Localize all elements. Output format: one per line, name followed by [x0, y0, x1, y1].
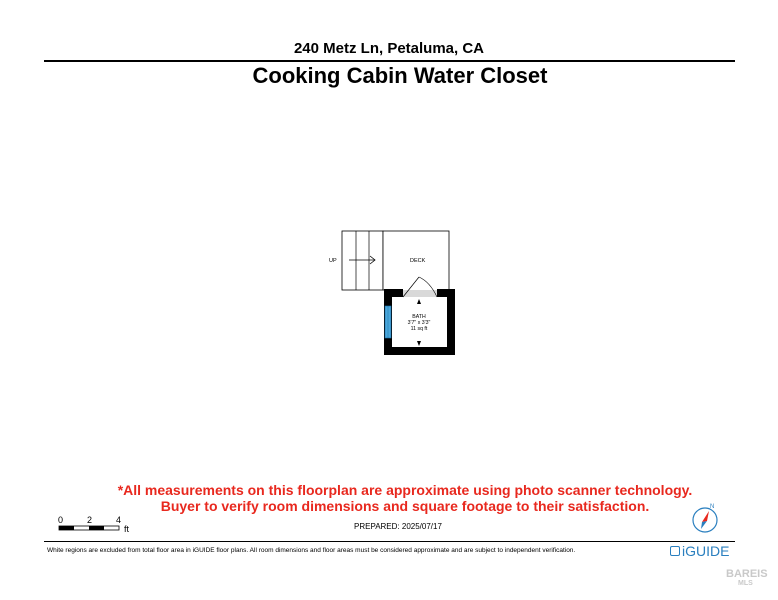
iguide-brand-name: iGUIDE — [682, 543, 730, 559]
room-name: BATH — [412, 314, 426, 320]
room-dimensions: 3'7" x 3'3" — [407, 320, 431, 326]
footer-divider — [44, 541, 735, 542]
scale-unit: ft — [124, 524, 130, 534]
compass-north-label: N — [710, 504, 715, 510]
north-arrow-icon — [690, 500, 722, 536]
room-area: 11 sq ft — [410, 326, 428, 332]
mls-watermark — [726, 570, 768, 588]
iguide-logo-icon — [670, 546, 680, 556]
property-address: 240 Metz Ln, Petaluma, CA — [293, 40, 485, 57]
scale-bar — [58, 525, 122, 533]
scale-tick-2: 2 — [87, 515, 93, 525]
disclaimer-line-1: *All measurements on this floorplan are approximate using photo scanner technology. — [117, 482, 693, 498]
scale-tick-4: 4 — [116, 515, 122, 525]
disclaimer-line-2: Buyer to verify room dimensions and square footage to their satisfaction. — [160, 498, 650, 514]
prepared-date: PREPARED: 2025/07/17 — [354, 522, 442, 531]
stairs — [329, 231, 383, 290]
watermark-line-1: BAREIS — [726, 568, 768, 580]
iguide-brand — [670, 543, 729, 559]
stairs-label: UP — [329, 258, 337, 264]
footnote: White regions are excluded from total floor area in iGUIDE floor plans. All room dimensions and floor areas must be considered approximate and are subject to independent verification. — [47, 547, 576, 554]
deck-label: DECK — [410, 258, 426, 264]
page-title: Cooking Cabin Water Closet — [252, 63, 548, 88]
scale-tick-0: 0 — [58, 515, 64, 525]
watermark-line-2: MLS — [738, 580, 753, 587]
